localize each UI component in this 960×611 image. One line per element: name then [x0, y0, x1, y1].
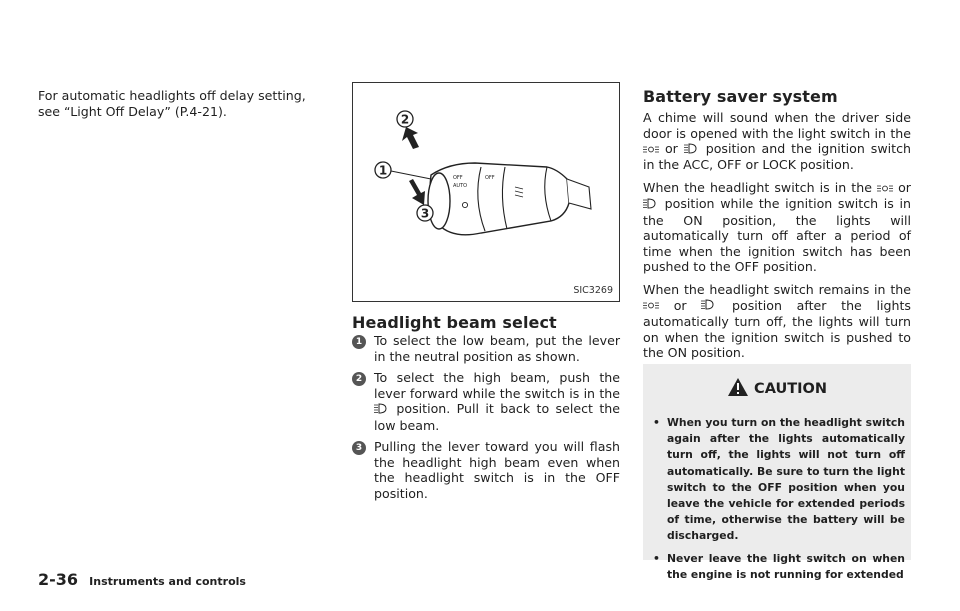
bullet: • [653, 551, 660, 565]
page-number: 2-36 [38, 570, 79, 589]
bullet: • [653, 416, 660, 429]
text-run: position while the ignition switch is in the ON position, the lights will automatically turn off after a period of time when the ignition switch has been pushed to the OFF position. [643, 196, 911, 275]
battery-paragraph-3 [643, 282, 911, 361]
caution-title [643, 377, 911, 401]
step-text-after: position. Pull it back to select the low beam. [374, 401, 620, 433]
step-text-before: To select the high beam, push the lever forward while the switch is in the [374, 370, 620, 401]
beam-steps-list [352, 333, 620, 508]
caution-title-text: CAUTION [754, 381, 827, 397]
list-item [352, 439, 620, 501]
battery-saver-heading: Battery saver system [643, 87, 838, 106]
text-run: A chime will sound when the driver side door is opened with the light switch in the [643, 110, 911, 141]
caution-item-text: When you turn on the headlight switch again after the lights automatically turn off, the lights will not turn off automatically. Be sure to turn the light switch to the OFF position when you leave the vehicle for extended periods of time, otherwise the battery will be discharged. [667, 416, 905, 543]
marking-off: OFF [453, 175, 463, 181]
lever-tip [428, 173, 450, 229]
lever-illustration [352, 82, 620, 302]
figure-code: SIC3269 [573, 285, 613, 296]
section-name: Instruments and controls [89, 575, 246, 588]
headlight-lever-drawing [353, 83, 619, 301]
text-run: position and the ignition switch in the ACC, OFF or LOCK position. [643, 141, 911, 173]
lever-body [430, 163, 569, 235]
list-item [653, 551, 905, 583]
list-item [352, 370, 620, 433]
text-run: or [898, 180, 911, 196]
caution-list [653, 415, 905, 589]
step-text: Pulling the lever toward you will flash the headlight high beam even when the headlight switch is in the OFF position. [374, 439, 620, 502]
arrow-up-icon [402, 127, 419, 149]
marking-off-2: OFF [485, 175, 495, 181]
list-item [352, 333, 620, 364]
intro-paragraph [38, 88, 333, 119]
callout-1-label: 1 [378, 163, 388, 178]
step-number-badge: 2 [352, 372, 366, 386]
warning-triangle-icon [727, 377, 749, 401]
callout-3-label: 3 [420, 206, 430, 221]
intro-line-2: see “Light Off Delay” (P.4-21). [38, 103, 227, 119]
text-run: position after the lights automatically turn off, the lights will turn on when the ignition switch is pushed to the ON position. [643, 297, 911, 361]
intro-line-1: For automatic headlights off delay setting, [38, 88, 306, 103]
parking-light-icon [877, 181, 893, 197]
headlight-on-icon [643, 197, 659, 213]
headlight-beam-heading: Headlight beam select [352, 313, 557, 332]
parking-light-icon [643, 298, 659, 314]
marking-auto: AUTO [453, 183, 468, 189]
text-run: or [664, 141, 678, 157]
text-run: When the headlight switch remains in the [643, 282, 911, 298]
caution-box [643, 364, 911, 581]
arrow-down-icon [409, 179, 425, 205]
parking-light-icon [643, 142, 659, 158]
list-item [653, 415, 905, 545]
step-text: To select the low beam, put the lever in the neutral position as shown. [374, 333, 620, 364]
headlight-on-icon [684, 142, 700, 158]
battery-paragraph-1 [643, 110, 911, 173]
text-run: When the headlight switch is in the [643, 180, 872, 196]
neutral-leader-line [391, 171, 431, 179]
step-number-badge: 3 [352, 441, 366, 455]
callout-2-label: 2 [400, 112, 410, 127]
caution-item-text: Never leave the light switch on when the engine is not running for extended [667, 551, 905, 581]
text-run: or [673, 297, 687, 313]
lever-base [567, 179, 591, 209]
headlight-on-icon [374, 402, 390, 418]
step-number-badge: 1 [352, 335, 366, 349]
headlight-on-icon [701, 298, 717, 314]
page-footer [38, 570, 246, 589]
battery-saver-section [643, 110, 911, 368]
battery-paragraph-2 [643, 180, 911, 275]
